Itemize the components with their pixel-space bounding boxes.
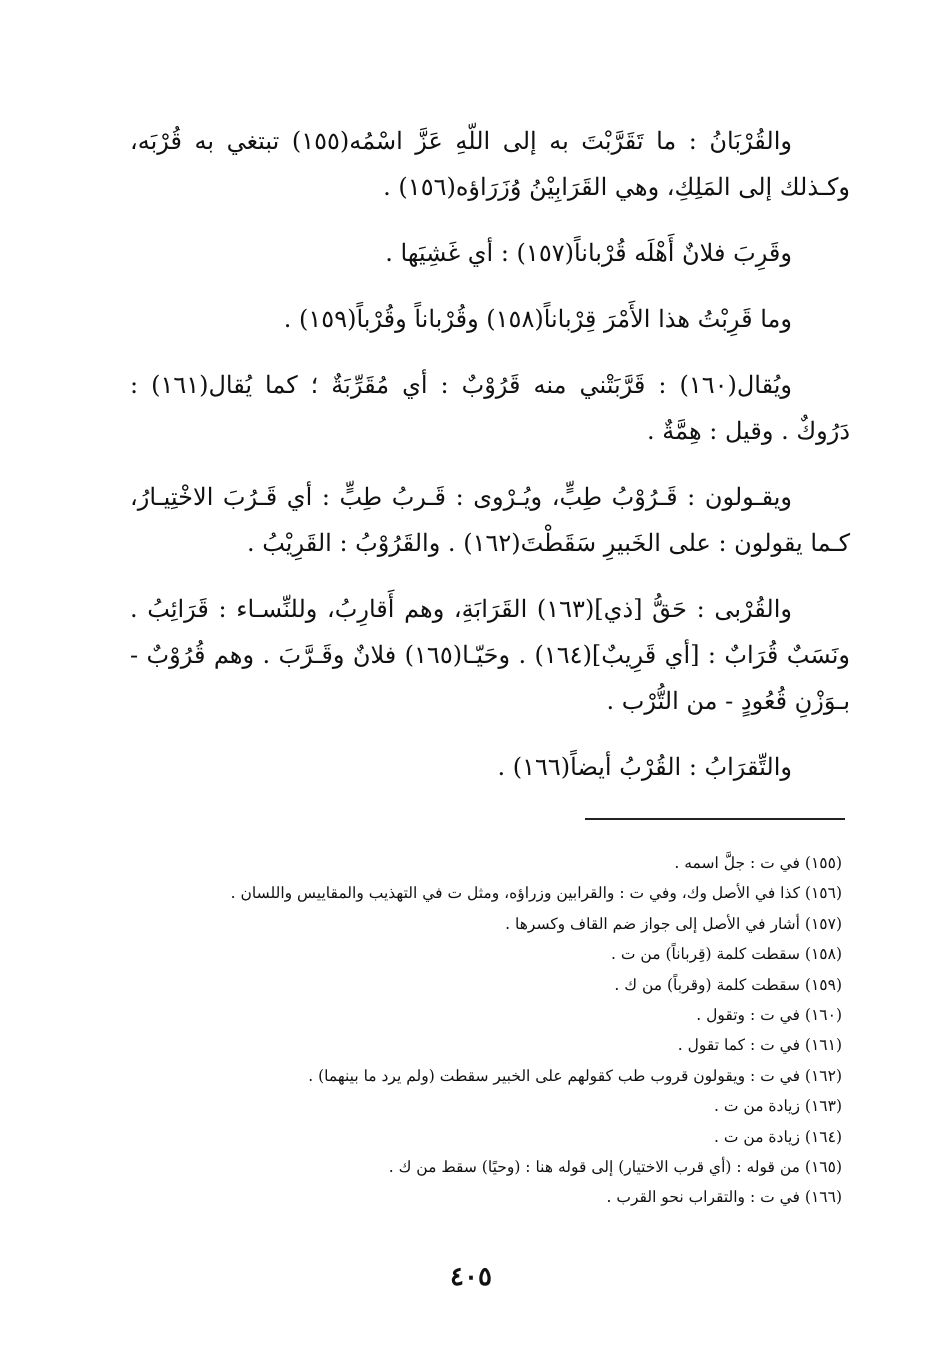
footnote: (١٦٦) في ت : والتقراب نحو القرب .: [606, 1188, 842, 1207]
entry-paragraph: والتِّقرَابُ : القُرْبُ أيضاً(١٦٦) .: [497, 753, 792, 781]
footnote: (١٥٥) في ت : جلَّ اسمه .: [674, 854, 842, 872]
footnote: (١٦١) في ت : كما تقول .: [677, 1036, 842, 1055]
entry-paragraph: والقُرْبى : حَقُّ [ذي](١٦٣) القَرَابَةِ، وهم أَقارِبُ، وللنِّسـاء : قَرَائِبُ . ونَسَبٌ قُرَابٌ : [أي قَرِيبٌ](١٦٤) . وحَيّـا(١٦٥) فلانٌ وقَـرَّبَ . وهم قُرُوْبٌ - بـوَزْنِ قُعُودٍ - من التُّرْب .: [130, 595, 851, 715]
footnote: (١٥٧) أشار في الأصل إلى جواز ضم القاف وكسرها .: [505, 914, 842, 933]
main-text-body: [130, 118, 850, 810]
entry-paragraph: وما قَرِبْتُ هذا الأَمْرَ قِرْباناً(١٥٨) وقُرْباناً وقُرْباً(١٥٩) .: [283, 305, 792, 333]
footnotes-list: [150, 848, 842, 1213]
entry-paragraph: وقَرِبَ فلانٌ أَهْلَه قُرْباناً(١٥٧) : أي غَشِيَها .: [385, 239, 792, 267]
footnote: (١٥٦) كذا في الأصل وك، وفي ت : والقرابين وزراؤه، ومثل ت في التهذيب والمقاييس واللسان .: [230, 884, 842, 903]
page-number: ٤٠٥: [450, 1262, 492, 1292]
entry-paragraph: ويُقال(١٦٠) : قَرَّبَتْني منه قَرُوْبٌ : أي مُقَرِّبَةٌ ؛ كما يُقال(١٦١) : دَرُوكٌ . وقيل : هِمَّةٌ .: [130, 371, 850, 445]
footnote: (١٦٠) في ت : وتقول .: [696, 1006, 842, 1025]
footnote: (١٥٩) سقطت كلمة (وقرباً) من ك .: [614, 975, 842, 994]
footnote: (١٦٥) من قوله : (أي قرب الاختيار) إلى قوله هنا : (وحيًا) سقط من ك .: [388, 1158, 842, 1177]
footnote: (١٦٢) في ت : ويقولون قروب طب كقولهم على الخبير سقطت (ولم يرد ما بينهما) .: [308, 1066, 842, 1085]
footnote: (١٦٣) زيادة من ت .: [714, 1097, 842, 1116]
footnote: (١٦٤) زيادة من ت .: [714, 1127, 842, 1146]
entry-paragraph: ويقـولون : قَـرُوْبُ طِبٍّ، ويُـرْوى : قَـربُ طِبٍّ : أي قَـرُبَ الاخْتِيـارُ، كـما يقولون : على الخَبيرِ سَقَطْتَ(١٦٢) . والقَرُوْبُ : القَرِيْبُ .: [130, 483, 850, 557]
entry-paragraph: والقُرْبَانُ : ما تَقَرَّبْتَ به إلى اللّهِ عَزَّ اسْمُه(١٥٥) تبتغي به قُرْبَه، وكـذلك إلى المَلِكِ، وهي القَرَابِيْنُ وُزَرَاؤه(١٥٦) .: [130, 127, 850, 201]
footnote-divider: [585, 818, 845, 820]
footnote: (١٥٨) سقطت كلمة (قِرباناً) من ت .: [611, 945, 842, 964]
